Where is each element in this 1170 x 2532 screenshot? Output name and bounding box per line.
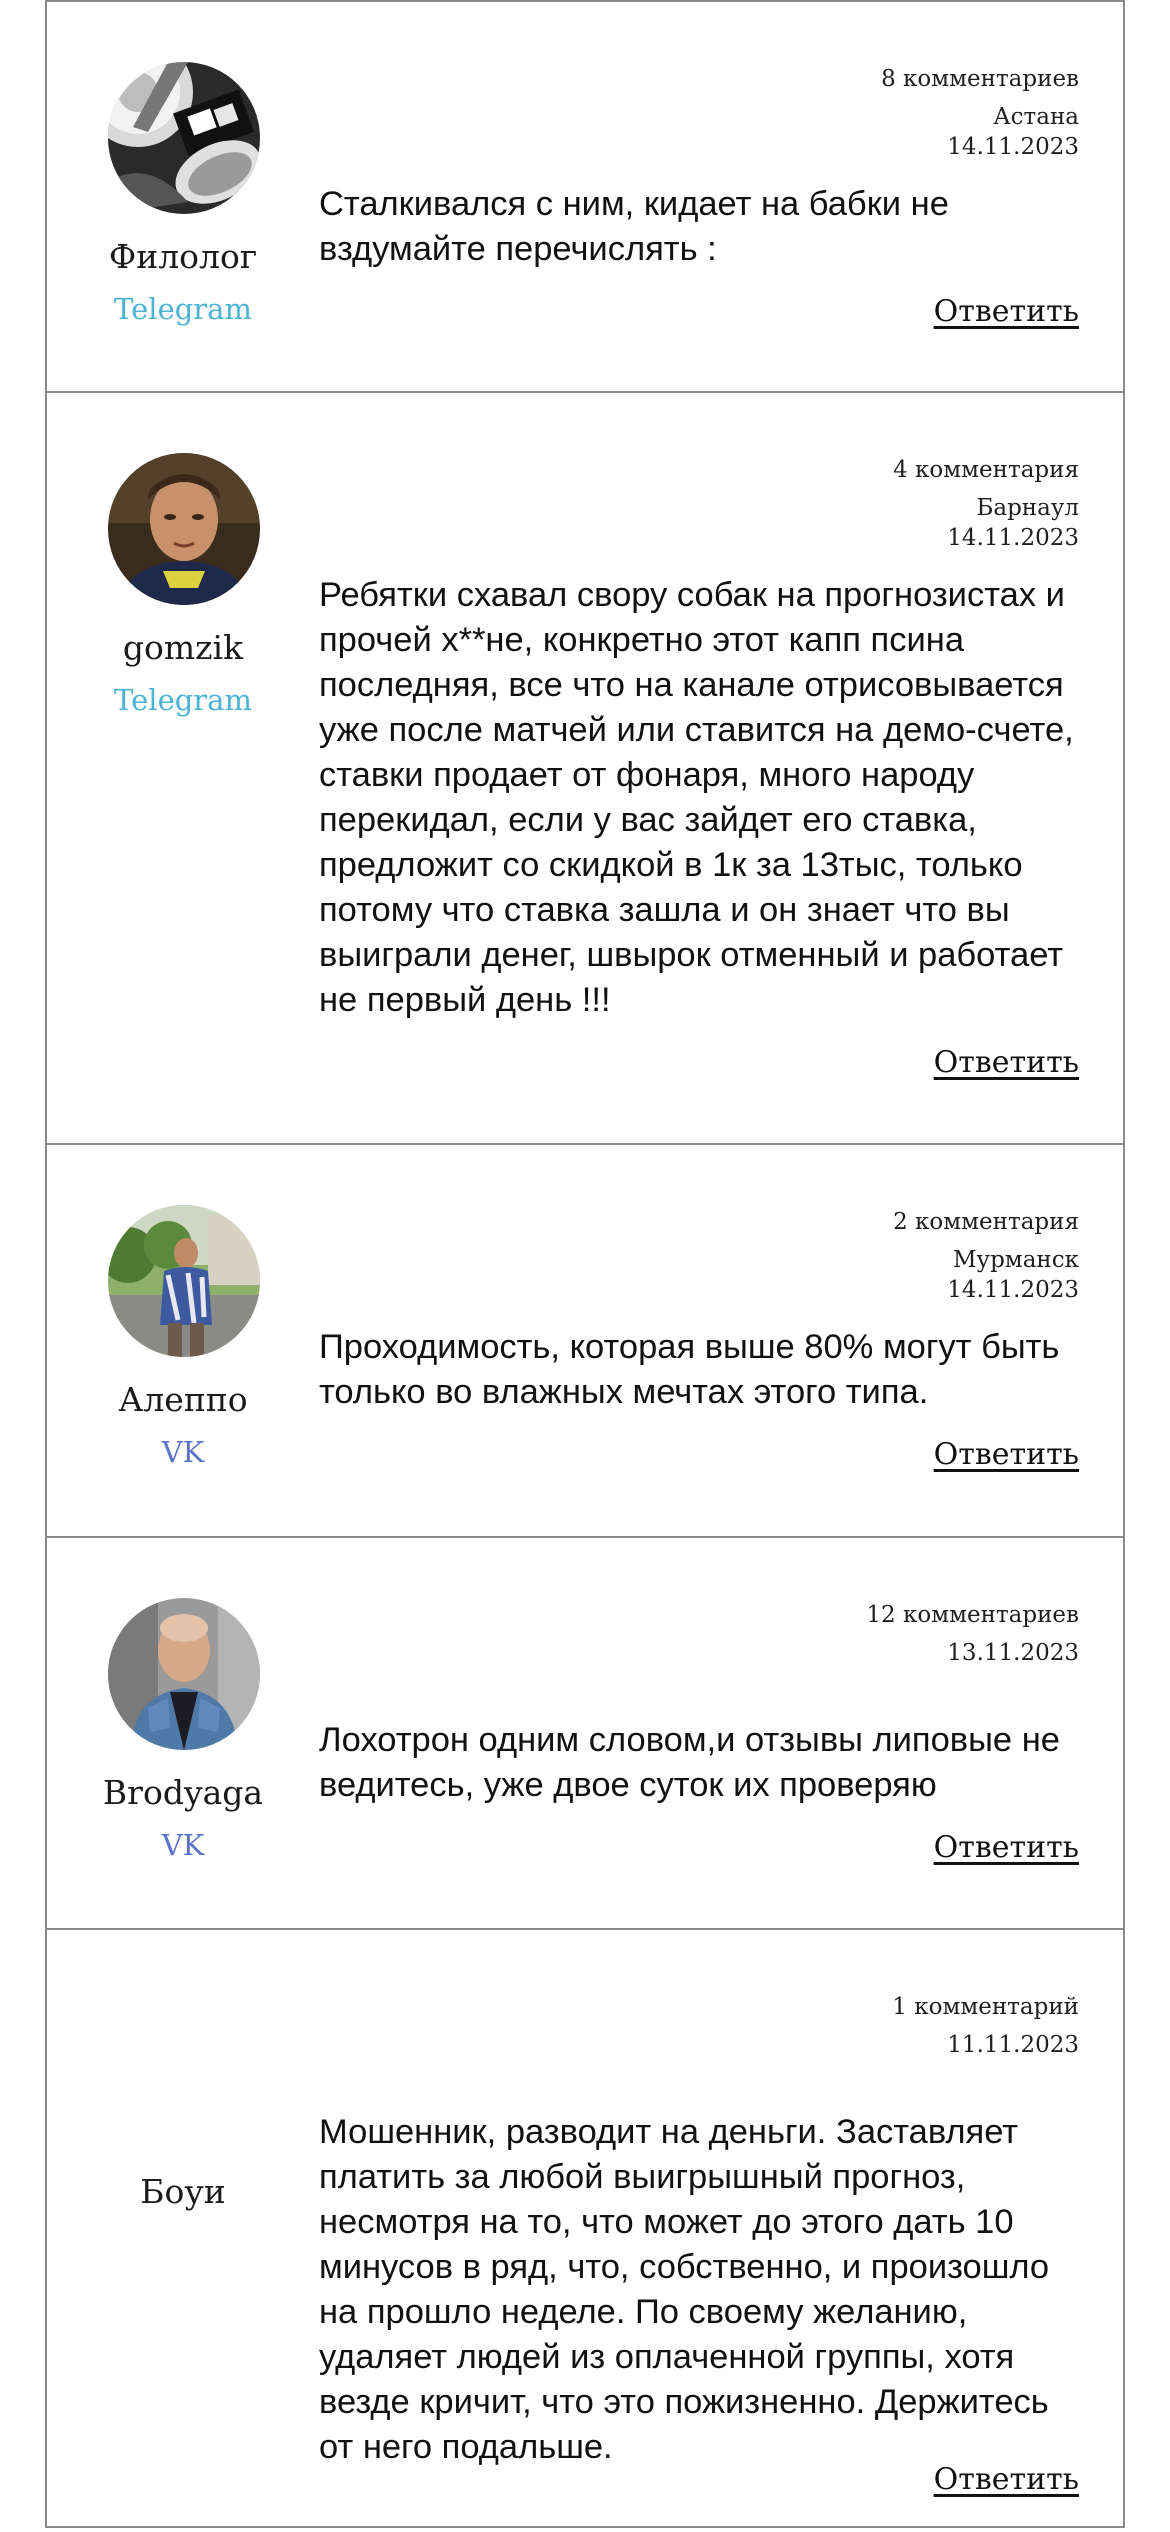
author-name: Алеппо (118, 1380, 248, 1419)
comment-count[interactable]: 8 комментариев (881, 66, 1079, 92)
comments-list (45, 0, 1125, 2528)
comment-card (45, 1928, 1125, 2528)
reply-button[interactable]: Ответить (933, 294, 1079, 329)
comment-text: Ребятки схавал свору собак на прогнозистах и прочей х**не, конкретно этот капп псина последняя, все что на канале отрисовывается уже после матчей или ставится на демо-счете, ставки продает от фонаря, много народу перекидал, если у вас зайдет его ставка, предложит со скидкой в 1к за 13тыс, только потому что ставка зашла и он знает что вы выиграли денег, швырок отменный и работает не первый день !!! (319, 575, 1074, 1019)
comment-date: 13.11.2023 (947, 1639, 1079, 1666)
comment-meta (881, 64, 1079, 162)
author-name: Brodyaga (102, 1772, 264, 1812)
comment-meta (866, 1600, 1079, 1668)
person-photo-avatar-image (108, 453, 260, 605)
author-source-vk[interactable]: VK (161, 1827, 205, 1862)
author-name: Боуи (140, 2172, 226, 2211)
comment-card (45, 1536, 1125, 1931)
author-name: gomzik (122, 627, 244, 667)
comment-date: 14.11.2023 (947, 524, 1079, 551)
comment-count[interactable]: 4 комментария (893, 456, 1079, 483)
author-name: Филолог (108, 237, 258, 276)
author-city: Астана (993, 104, 1079, 130)
comment-date: 11.11.2023 (947, 2032, 1079, 2058)
comment-meta (893, 455, 1079, 553)
person-outdoor-photo-avatar-image (108, 1205, 260, 1357)
person-photo-avatar[interactable] (108, 453, 260, 605)
comment-card (45, 0, 1125, 393)
reply-button[interactable]: Ответить (933, 1829, 1079, 1865)
comment-meta (892, 1992, 1079, 2060)
author-source-telegram[interactable]: Telegram (114, 682, 252, 717)
author-city: Барнаул (976, 494, 1079, 521)
person-denim-photo-avatar[interactable] (108, 1598, 260, 1750)
comment-count[interactable]: 12 комментариев (866, 1601, 1079, 1628)
person-denim-photo-avatar-image (108, 1598, 260, 1750)
comment-card (45, 1143, 1125, 1538)
person-outdoor-photo-avatar[interactable] (108, 1205, 260, 1357)
watch-photo-avatar[interactable] (108, 62, 260, 214)
comment-count[interactable]: 2 комментария (893, 1209, 1079, 1235)
comment-date: 14.11.2023 (947, 134, 1079, 160)
watch-photo-avatar-image (108, 62, 260, 214)
comment-card (45, 391, 1125, 1146)
author-source-vk[interactable]: VK (161, 1435, 205, 1469)
comment-meta (893, 1207, 1079, 1305)
comment-text: Сталкивался с ним, кидает на бабки не вздумайте перечислять : (319, 185, 949, 268)
comment-text: Мошенник, разводит на деньги. Заставляет платить за любой выигрышный прогноз, несмотря на то, что может до этого дать 10 минусов в ряд, что, собственно, и произошло на прошло неделе. По своему желанию, удаляет людей из оплаченной группы, хотя везде кричит, что это пожизненно. Держитесь от него подальше. (319, 2113, 1050, 2466)
reply-button[interactable]: Ответить (933, 1437, 1079, 1472)
reply-button[interactable]: Ответить (933, 2462, 1079, 2497)
comment-text: Лохотрон одним словом,и отзывы липовые не ведитесь, уже двое суток их проверяю (319, 1720, 1060, 1804)
comment-count[interactable]: 1 комментарий (892, 1994, 1079, 2020)
comment-text: Проходимость, которая выше 80% могут быть только во влажных мечтах этого типа. (319, 1328, 1060, 1411)
author-city: Мурманск (953, 1247, 1079, 1273)
reply-button[interactable]: Ответить (933, 1044, 1079, 1080)
author-source-telegram[interactable]: Telegram (114, 292, 252, 326)
comment-date: 14.11.2023 (947, 1277, 1079, 1303)
